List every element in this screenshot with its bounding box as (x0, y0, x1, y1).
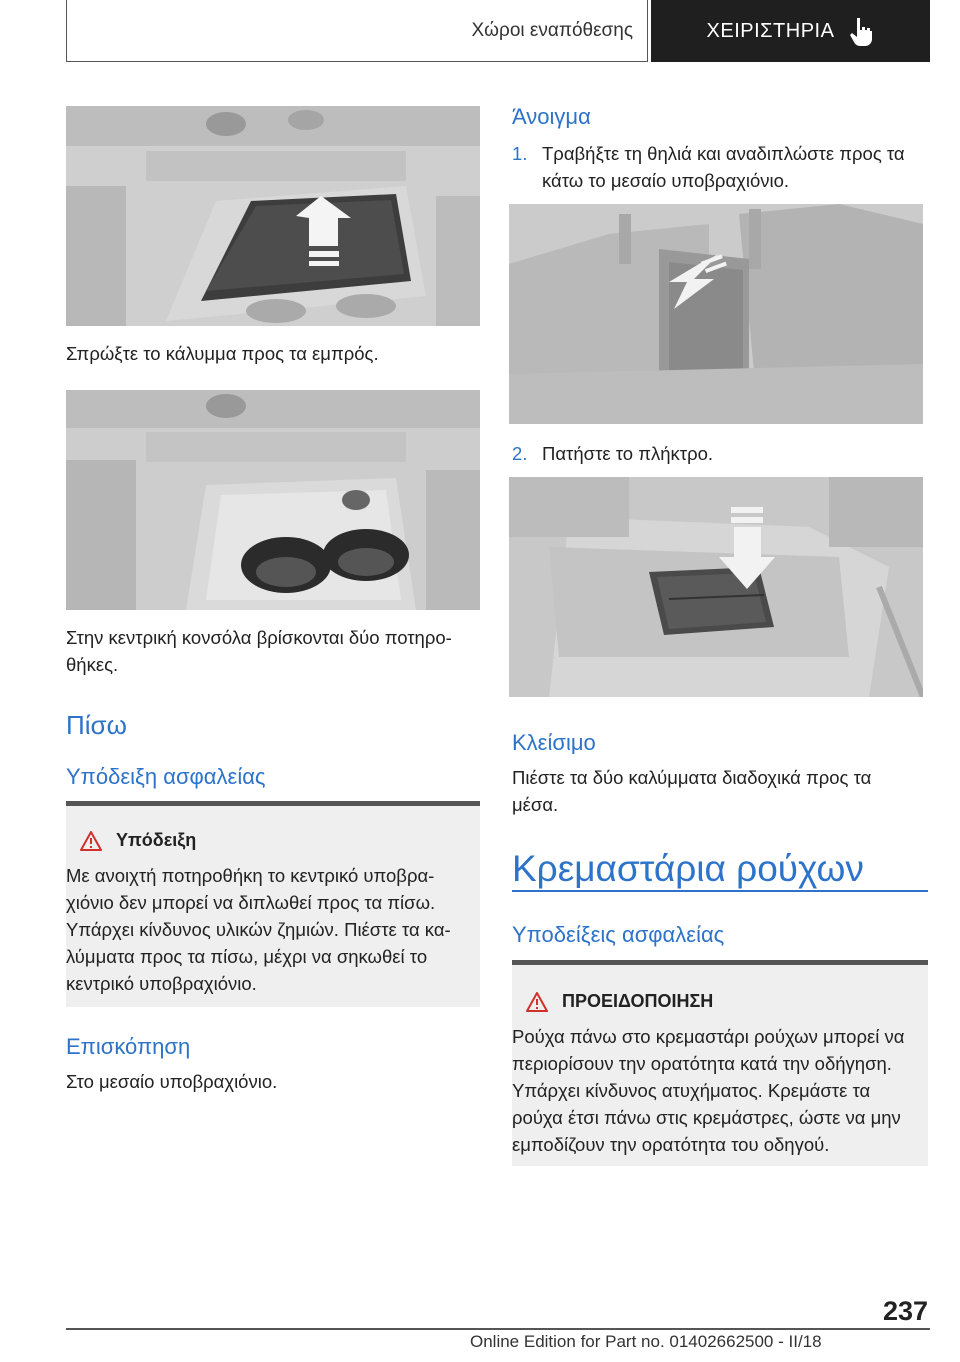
notice-line-4: λύμματα προς τα πίσω, μέχρι να σηκωθεί το (66, 946, 428, 967)
header-section-tab[interactable] (66, 0, 648, 62)
notice-box (66, 801, 480, 1007)
rear-armrest-photo (509, 204, 923, 424)
step-2-number: 2. (512, 443, 528, 464)
caption-cup-holders-1: Στην κεντρική κονσόλα βρίσκονται δύο ποτηρο‐ (66, 627, 452, 648)
warning-line-3: Υπάρχει κίνδυνος ατυχήματος. Κρεμάστε τα (512, 1080, 871, 1101)
warning-line-5: εμποδίζουν την ορατότητα του οδηγού. (512, 1134, 830, 1155)
warning-line-4: ρούχα έτσι πάνω στις κρεμάστρες, ώστε να μην (512, 1107, 901, 1128)
armrest-button-photo (509, 477, 923, 697)
step-1-number: 1. (512, 143, 528, 164)
overview-text: Στο μεσαίο υποβραχιόνιο. (66, 1071, 278, 1092)
header-manual-tab[interactable] (651, 0, 930, 62)
notice-title-text: Υπόδειξη (116, 830, 197, 850)
heading-safety-note: Υπόδειξη ασφαλείας (66, 764, 266, 789)
notice-line-3: Υπάρχει κίνδυνος υλικών ζημιών. Πιέστε τα κα‐ (66, 919, 451, 940)
warning-line-2: περιορίσουν την ορατότητα κατά την οδήγηση. (512, 1053, 892, 1074)
close-text-1: Πιέστε τα δύο καλύμματα διαδοχικά προς τα (512, 767, 872, 788)
heading-clothes-hangers: Κρεμαστάρια ρούχων (512, 848, 864, 889)
pointing-hand-icon (848, 16, 874, 46)
heading-hangers-safety: Υποδείξεις ασφαλείας (512, 922, 725, 947)
step-2 (512, 440, 713, 467)
warning-box (512, 960, 928, 1166)
heading-rule (512, 890, 928, 892)
header-section-label: Χώροι εναπόθεσης (471, 19, 633, 41)
cup-holders-photo (66, 390, 480, 610)
heading-close: Κλείσιμο (512, 730, 596, 755)
close-text-2: μέσα. (512, 794, 559, 815)
page-number: 237 (882, 1296, 928, 1326)
heading-open: Άνοιγμα (512, 104, 591, 129)
step-1-line1: Τραβήξτε τη θηλιά και αναδιπλώστε προς τα (542, 143, 905, 164)
warning-triangle-icon (526, 992, 548, 1012)
warning-triangle-icon (80, 831, 102, 851)
caption-cup-holders-2: θήκες. (66, 654, 119, 675)
notice-title (80, 830, 196, 851)
heading-rear: Πίσω (66, 710, 127, 740)
header-manual-label: ΧΕΙΡΙΣΤΗΡΙΑ (706, 19, 835, 42)
notice-line-5: κεντρικό υποβραχιόνιο. (66, 973, 257, 994)
warning-line-1: Ρούχα πάνω στο κρεμαστάρι ρούχων μπορεί να (512, 1026, 905, 1047)
step-2-line1: Πατήστε το πλήκτρο. (542, 443, 714, 464)
warning-title (526, 991, 713, 1012)
caption-push-cover: Σπρώξτε το κάλυμμα προς τα εμπρός. (66, 343, 379, 364)
step-1 (512, 140, 905, 167)
notice-line-2: χιόνιο δεν μπορεί να διπλωθεί προς τα πίσω. (66, 892, 436, 913)
notice-line-1: Με ανοιχτή ποτηροθήκη το κεντρικό υποβρα‐ (66, 865, 435, 886)
step-1-cont: κάτω το μεσαίο υποβραχιόνιο. (542, 170, 790, 191)
heading-overview: Επισκόπηση (66, 1034, 191, 1059)
edition-text: Online Edition for Part no. 01402662500 - II/18 (470, 1332, 822, 1351)
console-cover-photo (66, 106, 480, 326)
footer-rule (66, 1328, 930, 1330)
warning-title-text: ΠΡΟΕΙΔΟΠΟΙΗΣΗ (562, 991, 714, 1011)
